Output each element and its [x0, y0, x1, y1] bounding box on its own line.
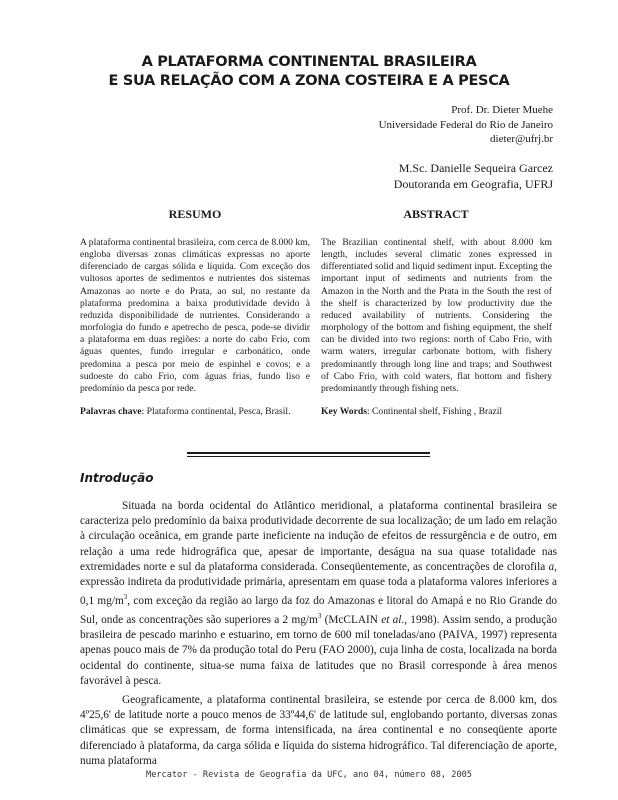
keywords-value: : Continental shelf, Fishing , Brazil	[366, 406, 503, 417]
author-name: Prof. Dr. Dieter Muehe	[451, 104, 553, 116]
paragraph: Situada na borda ocidental do Atlântico meridional, a plataforma continental brasileira se caracteriza pelo predomínio da baixa produtividade decorrente de sua localização; de um lado em relação à circulação oceânica, em grande parte ineficiente na indução de efeitos de ressurgência e de outro, em relação a uma rede hidrográfica que, apesar de importante, deságua na sua quase totalidade nas extremidades norte e sul da plataforma considerada. Conseqüentemente, as concentrações de clorofila a, expressão indireta da produtividade primária, apresentam em quase toda a plataforma valores inferiores a 0,1 $mg/m^3$, com exceção da região ao largo da foz do Amazonas e litoral do Amapá e no Rio Grande do Sul, onde as concentrações são superiores a 2 $mg/m^3$ (McCLAIN et al., 1998). Assim sendo, a produção brasileira de pescado marinho e estuarino, em torno de 600 mil toneladas/ano (PAIVA, 1997) representa apenas pouco mais de 7% da produção total do Peru (FAO 2000), cuja linha de costa, localizada na borda ocidental do continente, situa-se numa faixa de latitudes que no Brasil corresponde à área menos favorável à pesca.	[80, 500, 557, 687]
author-block-2	[394, 160, 553, 192]
resumo-keywords	[80, 406, 315, 418]
resumo-text: A plataforma continental brasileira, com cerca de 8.000 km, engloba diversas zonas climáticas expressas no aporte diferenciado de cargas sólida e líquida. Com exceção dos vultosos aportes de sedimentos e nutrientes dos sistemas Amazonas ao norte e do Prata, ao sul, no restante da plataforma predomina a baixa produtividade devido à reduzida disponibilidade de nutrientes. Considerando a morfologia do fundo e apetrecho de pesca, pode-se dividir a plataforma em duas regiões: a norte do cabo Frio, com águas quentes, fundo irregular e carbonático, onde predomina a pesca por meio de espinhel e covos; e a sudoeste do cabo Frio, com águas frias, fundo liso e predomínio da pesca por rede.	[80, 237, 310, 394]
author-affiliation: Universidade Federal do Rio de Janeiro	[378, 118, 553, 131]
paragraph: Geograficamente, a plataforma continental brasileira, se estende por cerca de 8.000 km, dos 4º25,6' de latitude norte a pouco menos de 33º44,6' de latitude sul, englobando portanto, diversas zonas climáticas que se expressam, de forma intensificada, na área continental e no conseqüente aporte diferenciado à plataforma, da carga sólida e líquida do sistema hidrográfico. Tal diferenciação de aporte, numa plataforma	[80, 693, 557, 767]
resumo-heading: RESUMO	[168, 207, 222, 221]
author-block-1	[379, 103, 553, 147]
author-name: M.Sc. Danielle Sequeira Garcez	[398, 161, 553, 175]
intro-heading: Introdução	[80, 471, 154, 485]
body-text	[80, 499, 557, 769]
journal-footer: Mercator - Revista de Geografia da UFC, ano 04, número 08, 2005	[146, 770, 472, 780]
author-affiliation: Doutoranda em Geografia, UFRJ	[393, 177, 553, 191]
section-divider	[187, 452, 430, 454]
author-email[interactable]: dieter@ufrj.br	[490, 133, 553, 145]
section-divider-thin	[187, 456, 430, 457]
abstract-heading: ABSTRACT	[403, 207, 469, 221]
abstract-keywords	[321, 406, 556, 418]
keywords-label: Palavras chave	[80, 406, 142, 417]
keywords-label: Key Words	[321, 406, 367, 417]
paper-title-line1: A PLATAFORMA CONTINENTAL BRASILEIRA	[141, 54, 477, 70]
paper-title-line2: E SUA RELAÇÃO COM A ZONA COSTEIRA E A PESCA	[108, 73, 510, 89]
keywords-value: : Plataforma continental, Pesca, Brasil.	[141, 406, 291, 417]
abstract-text: The Brazilian continental shelf, with about 8.000 km length, includes several climatic zones expressed in differentiated solid and liquid sediment input. Excepting the important input of sediments and nutrients from the Amazon in the North and the Prata in the South the rest of the shelf is characterized by low productivity due the reduced availability of nutrients. Considering the morphology of the bottom and fishing equipment, the shelf can be divided into two regions: north of Cabo Frio, with warm waters, irregular carbonate bottom, with fishery predominantly through long line and traps; and Southwest of Cabo Frio, with cold waters, flat bottom and fishery predominantly through fishing nets.	[321, 237, 552, 394]
